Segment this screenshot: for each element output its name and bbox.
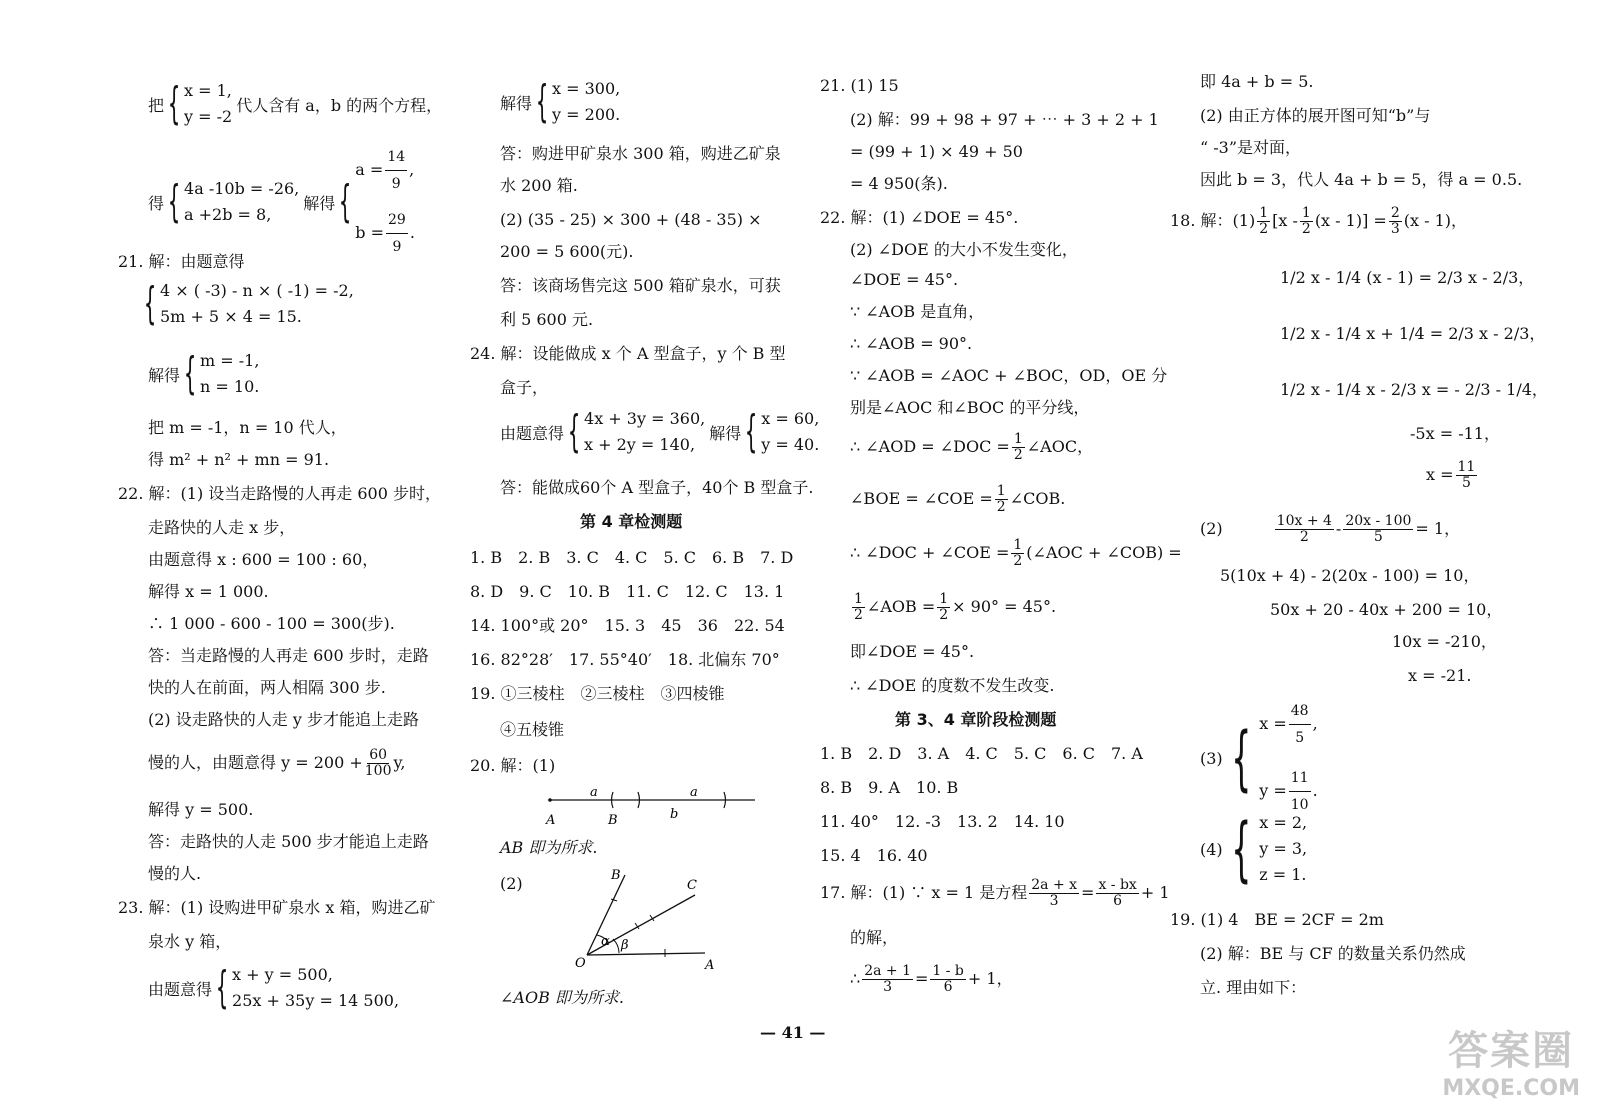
eq-line: x = $\frac{48}{5}$ , xyxy=(1259,698,1317,751)
answer-line: 15. 4 16. 40 xyxy=(820,846,928,865)
text: 解得 xyxy=(303,193,336,213)
text-line: 答：能做成60个 A 型盒子，40个 B 型盒子. xyxy=(500,478,814,497)
text-line: -5x = -11， xyxy=(1410,424,1500,443)
label-b: b xyxy=(670,807,679,822)
answer-line: 11. 40° 12. -3 13. 2 14. 10 xyxy=(820,812,1065,831)
eq-line: 5m + 5 × 4 = 15. xyxy=(160,307,302,326)
text-line: 因此 b = 3，代人 4a + b = 5，得 a = 0.5. xyxy=(1200,170,1523,189)
equation-system xyxy=(500,406,819,458)
text-line: 50x + 20 - 40x + 200 = 10， xyxy=(1270,600,1503,619)
eq-line: 25x + 35y = 14 500, xyxy=(232,991,400,1010)
brace-icon: { xyxy=(744,406,758,457)
text-line: 即∠DOE = 45°. xyxy=(850,642,975,661)
label-A: A xyxy=(546,813,556,828)
question-23: 23. 解：(1) 设购进甲矿泉水 x 箱，购进乙矿 xyxy=(118,898,436,917)
text-line: AB 即为所求. xyxy=(500,838,598,857)
eq-line: 4 × ( -3) - n × ( -1) = -2, xyxy=(160,281,354,300)
equation-system xyxy=(140,278,354,330)
text-line: ∴ ∠DOC + ∠COE = $\frac{1}{2}$ (∠AOC + ∠COB) = xyxy=(850,537,1182,569)
column-4 xyxy=(1170,70,1600,1039)
text-line: (2) ∠DOE 的大小不发生变化， xyxy=(850,240,1078,259)
text-line: 慢的人，由题意得 y = 200 + $\frac{60}{100}$ y, xyxy=(148,747,406,779)
eq-line: y = $\frac{11}{10}$ . xyxy=(1259,765,1317,818)
brace-icon: { xyxy=(535,76,549,127)
text-line: x = $\frac{11}{5}$ xyxy=(1426,459,1476,491)
question-17: 17. 解：(1) ∵ x = 1 是方程 $\frac{2a + x}{3}$ = $\frac{x - bx}{6}$ + 1 xyxy=(820,877,1170,909)
text-line: ∠DOE = 45°. xyxy=(850,270,959,289)
question-21: 21. 解：由题意得 xyxy=(118,252,245,271)
eq-line: n = 10. xyxy=(200,377,260,396)
brace-icon: { xyxy=(1230,717,1251,799)
text-line: 慢的人. xyxy=(148,864,202,883)
text-line: 1/2 x - 1/4 x + 1/4 = 2/3 x - 2/3， xyxy=(1280,324,1546,343)
eq-line: 4a -10b = -26, xyxy=(184,179,300,198)
watermark-url: MXQE.COM xyxy=(1442,1076,1580,1101)
label-a: a xyxy=(690,785,698,800)
label-C: C xyxy=(687,878,697,893)
eq-line: x = 2, xyxy=(1259,813,1308,832)
watermark xyxy=(1442,1019,1580,1101)
brace-icon: { xyxy=(338,176,352,227)
angle-figure xyxy=(575,865,775,985)
eq-line: z = 1. xyxy=(1259,865,1307,884)
text-line: ∴ $\frac{2a + 1}{3}$ = $\frac{1 - b}{6}$ + 1， xyxy=(850,963,1013,995)
eq-line: y = 200. xyxy=(552,105,621,124)
column-3 xyxy=(810,70,1182,1039)
segment-figure xyxy=(540,782,780,842)
label-B: B xyxy=(611,868,621,883)
text: 把 xyxy=(148,95,165,115)
question-18: 18. 解：(1) $\frac{1}{2}$ [x - $\frac{1}{2}$ (x - 1)] = $\frac{2}{3}$ (x - 1)， xyxy=(1170,205,1468,237)
text-line: ∴ ∠AOD = ∠DOC = $\frac{1}{2}$ ∠AOC， xyxy=(850,431,1094,463)
text: (3) xyxy=(1200,748,1223,768)
text-line: (2) 由正方体的展开图可知“b”与 xyxy=(1200,106,1431,125)
eq-line: a +2b = 8, xyxy=(184,205,272,224)
answer-line: 1. B 2. D 3. A 4. C 5. C 6. C 7. A xyxy=(820,744,1143,763)
text-line: 走路快的人走 x 步， xyxy=(148,518,296,537)
label-O: O xyxy=(575,956,586,971)
text-line: 解得 y = 500. xyxy=(148,800,254,819)
page-number: — 41 — xyxy=(760,1023,826,1042)
eq-line: x + 2y = 140, xyxy=(584,435,696,454)
text-line: (2) 解：99 + 98 + 97 + ⋯ + 3 + 2 + 1 xyxy=(850,110,1159,129)
text-line: $\frac{1}{2}$ ∠AOB = $\frac{1}{2}$ × 90° = 45°. xyxy=(854,591,1057,623)
text-line: = (99 + 1) × 49 + 50 xyxy=(850,142,1023,161)
answer-line: 14. 100°或 20° 15. 3 45 36 22. 54 xyxy=(470,616,785,635)
text-line: (2) (35 - 25) × 300 + (48 - 35) × xyxy=(500,210,762,229)
text-line: 利 5 600 元. xyxy=(500,310,594,329)
answer-line: 19. ①三棱柱 ②三棱柱 ③四棱锥 xyxy=(470,684,725,703)
answer-line: 1. B 2. B 3. C 4. C 5. C 6. B 7. D xyxy=(470,548,794,567)
question-22: 22. 解：(1) ∠DOE = 45°. xyxy=(820,208,1019,227)
eq-line: 4x + 3y = 360, xyxy=(584,409,706,428)
eq-line: x = 60, xyxy=(761,409,820,428)
text-line: ∠AOB 即为所求. xyxy=(500,988,625,1007)
eq-line: m = -1, xyxy=(200,351,260,370)
question-19: 19. (1) 4 BE = 2CF = 2m xyxy=(1170,910,1384,929)
text-line: 答：购进甲矿泉水 300 箱，购进乙矿泉 xyxy=(500,144,781,163)
text-line: ∵ ∠AOB 是直角， xyxy=(850,302,985,321)
section-heading: 第 3、4 章阶段检测题 xyxy=(895,710,1057,729)
eq-line: x + y = 500, xyxy=(232,965,333,984)
text-line: (2) 设走路快的人走 y 步才能追上走路 xyxy=(148,710,419,729)
text-line: x = -21. xyxy=(1408,666,1472,685)
text-line: 即 4a + b = 5. xyxy=(1200,72,1314,91)
equation-system xyxy=(148,78,442,130)
equation-system xyxy=(1200,810,1307,888)
brace-icon: { xyxy=(143,278,157,329)
eq-line: y = -2 xyxy=(184,107,233,126)
text: 解得 xyxy=(148,365,181,385)
text-line: 答：该商场售完这 500 箱矿泉水，可获 xyxy=(500,276,781,295)
text-line: 1/2 x - 1/4 x - 2/3 x = - 2/3 - 1/4， xyxy=(1280,380,1548,399)
label-beta: β xyxy=(621,938,629,953)
text-line: 快的人在前面，两人相隔 300 步. xyxy=(148,678,386,697)
text: 由题意得 xyxy=(148,979,213,999)
equation-system xyxy=(1200,698,1318,818)
text-line: 的解， xyxy=(850,928,899,947)
eq-line: b = $\frac{29}{9}$ . xyxy=(355,207,415,260)
text-line: 水 200 箱. xyxy=(500,176,578,195)
equation-system xyxy=(148,348,259,400)
brace-icon: { xyxy=(183,348,197,399)
text: 解得 xyxy=(500,93,533,113)
watermark-logo-text: 答案圈 xyxy=(1448,1028,1575,1074)
equation-system xyxy=(148,962,399,1014)
question-22: 22. 解：(1) 设当走路慢的人再走 600 步时， xyxy=(118,484,441,503)
text-line: ∴ 1 000 - 600 - 100 = 300(步). xyxy=(148,614,395,633)
text-line: 10x = -210， xyxy=(1392,632,1497,651)
text-line: ∵ ∠AOB = ∠AOC + ∠BOC，OD，OE 分 xyxy=(850,366,1168,385)
equation-system xyxy=(500,76,620,128)
text-line: 答：走路快的人走 500 步才能追上走路 xyxy=(148,832,429,851)
equation-system xyxy=(148,144,415,260)
eq-line: y = 40. xyxy=(761,435,820,454)
brace-icon: { xyxy=(167,176,181,227)
text-line: 答：当走路慢的人再走 600 步时，走路 xyxy=(148,646,429,665)
brace-icon: { xyxy=(215,962,229,1013)
text-line: 盒子， xyxy=(500,378,549,397)
text: 代人含有 a，b 的两个方程， xyxy=(236,95,443,115)
column-1 xyxy=(0,70,460,1039)
column-2 xyxy=(460,70,820,1039)
eq-line: x = 300, xyxy=(552,79,621,98)
text-line: 5(10x + 4) - 2(20x - 100) = 10， xyxy=(1220,566,1480,585)
label-A: A xyxy=(705,958,715,973)
text-line: (2) xyxy=(500,874,523,893)
text-line: (2) 解：BE 与 CF 的数量关系仍然成 xyxy=(1200,944,1466,963)
text: 由题意得 xyxy=(500,423,565,443)
text-line: 泉水 y 箱， xyxy=(148,932,232,951)
eq-line: a = $\frac{14}{9}$ , xyxy=(355,144,415,197)
section-heading: 第 4 章检测题 xyxy=(580,512,683,531)
question-24: 24. 解：设能做成 x 个 A 型盒子，y 个 B 型 xyxy=(470,344,786,363)
text-line: 得 m² + n² + mn = 91. xyxy=(148,450,330,469)
question-18-2: (2) $\frac{10x + 4}{2}$ - $\frac{20x - 100}{5}$ = 1， xyxy=(1200,513,1461,545)
eq-line: x = 1, xyxy=(184,81,232,100)
text: 得 xyxy=(148,193,165,213)
text-line: 由题意得 x : 600 = 100 : 60， xyxy=(148,550,379,569)
answer-line: 8. D 9. C 10. B 11. C 12. C 13. 1 xyxy=(470,582,785,601)
label-B: B xyxy=(608,813,618,828)
answer-line: 20. 解：(1) xyxy=(470,756,556,775)
text-line: “ -3”是对面， xyxy=(1200,138,1302,157)
answer-line: 8. B 9. A 10. B xyxy=(820,778,959,797)
text-line: ∴ ∠AOB = 90°. xyxy=(850,334,973,353)
text-line: 立. 理由如下： xyxy=(1200,978,1307,997)
text-line: 200 = 5 600(元). xyxy=(500,242,634,261)
answer-line: 21. (1) 15 xyxy=(820,76,899,95)
eq-line: y = 3, xyxy=(1259,839,1308,858)
answer-line: ④五棱锥 xyxy=(500,720,565,739)
label-a: a xyxy=(590,785,598,800)
text-line: 1/2 x - 1/4 (x - 1) = 2/3 x - 2/3， xyxy=(1280,268,1535,287)
brace-icon: { xyxy=(567,406,581,457)
label-alpha: α xyxy=(601,934,610,949)
text-line: 别是∠AOC 和∠BOC 的平分线， xyxy=(850,398,1090,417)
text-line: 把 m = -1，n = 10 代人， xyxy=(148,418,347,437)
text-line: = 4 950(条). xyxy=(850,174,948,193)
text-line: ∴ ∠DOE 的度数不发生改变. xyxy=(850,676,1055,695)
text-line: 解得 x = 1 000. xyxy=(148,582,269,601)
brace-icon: { xyxy=(1230,808,1251,890)
text-line: ∠BOE = ∠COE = $\frac{1}{2}$ ∠COB. xyxy=(850,483,1066,515)
text: 解得 xyxy=(709,423,742,443)
answer-line: 16. 82°28′ 17. 55°40′ 18. 北偏东 70° xyxy=(470,650,780,669)
text: (4) xyxy=(1200,839,1223,859)
brace-icon: { xyxy=(167,78,181,129)
